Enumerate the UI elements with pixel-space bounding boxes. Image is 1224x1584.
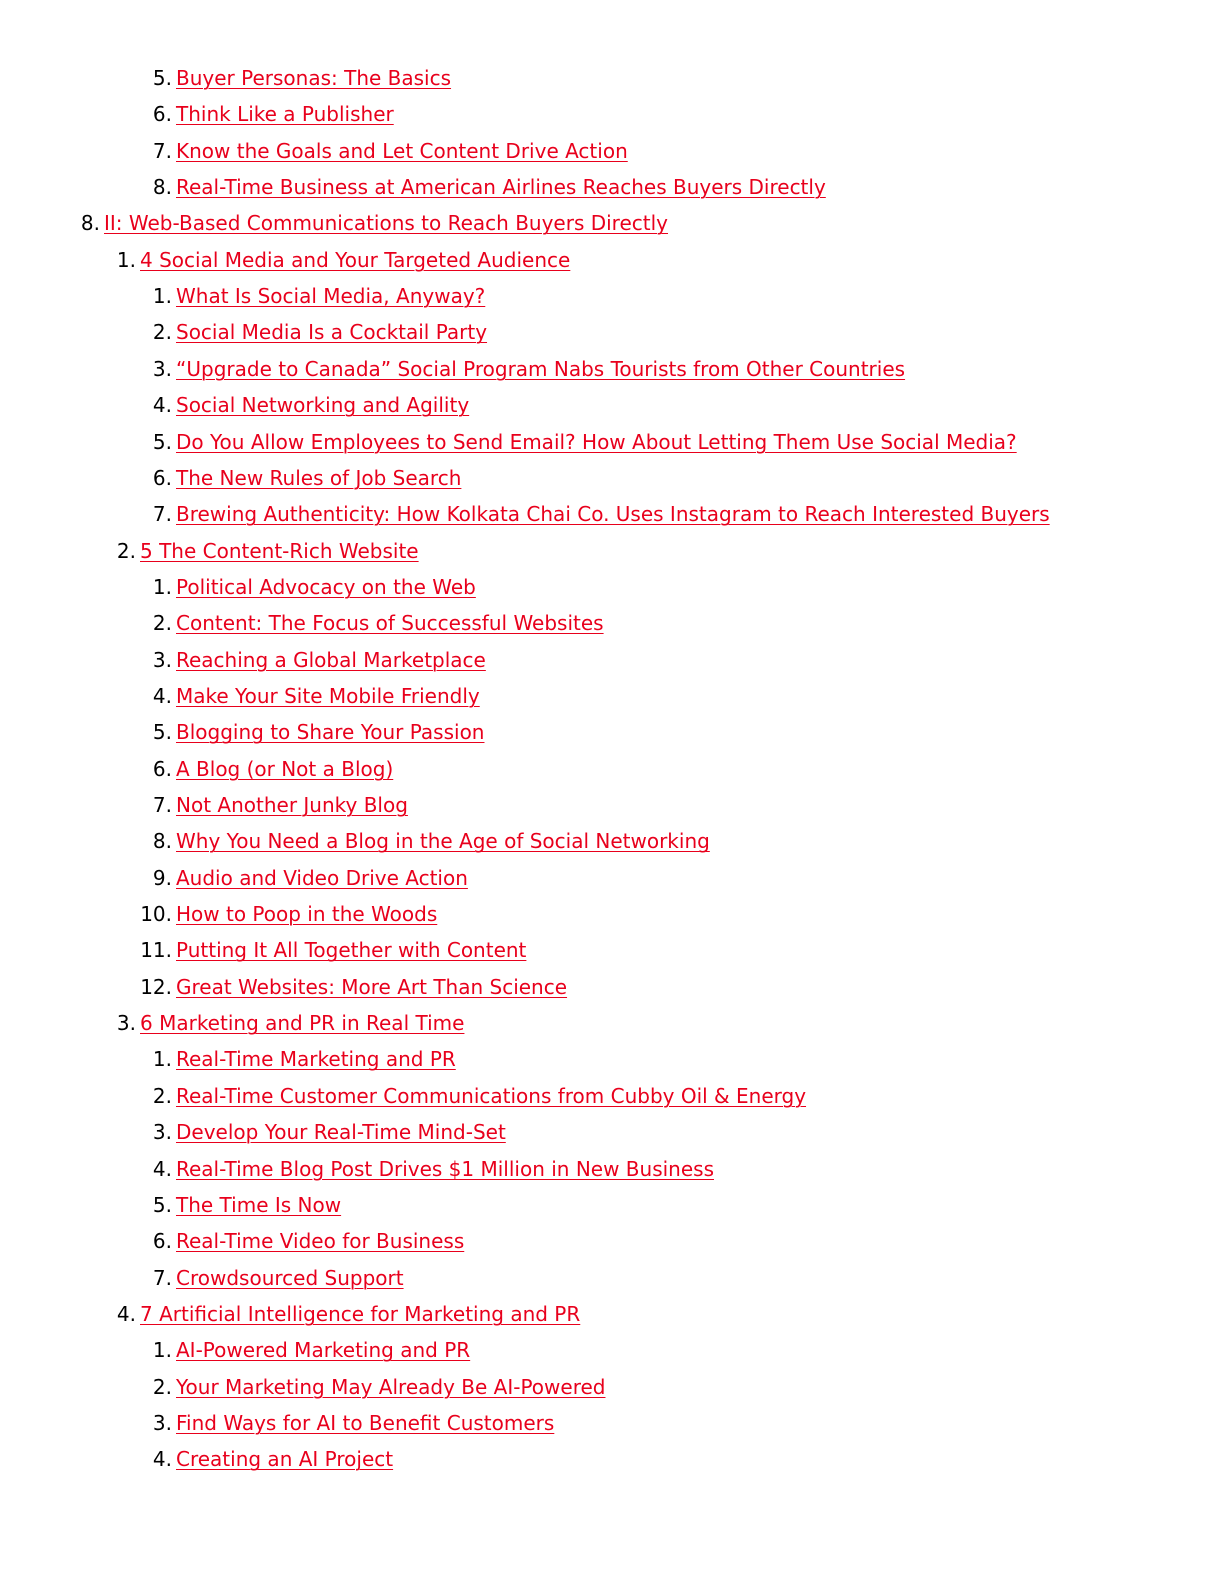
toc-entry bbox=[0, 1332, 1224, 1368]
toc-entry-link[interactable]: How to Poop in the Woods bbox=[176, 902, 438, 927]
toc-entry-number: 3. bbox=[152, 1410, 172, 1435]
toc-entry-number: 1. bbox=[152, 284, 172, 309]
toc-entry-link[interactable]: Think Like a Publisher bbox=[176, 102, 394, 127]
toc-entry bbox=[0, 1151, 1224, 1187]
toc-entry-link[interactable]: Content: The Focus of Successful Websites bbox=[176, 611, 604, 636]
toc-entry-link[interactable]: 7 Artificial Intelligence for Marketing and PR bbox=[140, 1301, 581, 1326]
toc-entry-link[interactable]: Find Ways for AI to Benefit Customers bbox=[176, 1410, 555, 1435]
toc-entry-link[interactable]: Crowdsourced Support bbox=[176, 1265, 404, 1290]
toc-entry-number: 8. bbox=[152, 175, 172, 200]
toc-entry-number: 11. bbox=[140, 938, 172, 963]
toc-entry bbox=[0, 1405, 1224, 1441]
toc-entry-number: 12. bbox=[140, 974, 172, 999]
toc-entry bbox=[0, 787, 1224, 823]
toc-entry bbox=[0, 387, 1224, 423]
toc-entry bbox=[0, 860, 1224, 896]
toc-entry bbox=[0, 496, 1224, 532]
toc-entry bbox=[0, 205, 1224, 241]
toc-entry-link[interactable]: What Is Social Media, Anyway? bbox=[176, 284, 486, 309]
toc-entry-link[interactable]: Develop Your Real-Time Mind-Set bbox=[176, 1120, 506, 1145]
toc-entry bbox=[0, 1260, 1224, 1296]
toc-entry-number: 7. bbox=[152, 138, 172, 163]
toc-entry-link[interactable]: Not Another Junky Blog bbox=[176, 793, 408, 817]
toc-entry-number: 3. bbox=[152, 356, 172, 381]
toc-entry-link[interactable]: Real-Time Blog Post Drives $1 Million in New Business bbox=[176, 1156, 714, 1181]
toc-entry-link[interactable]: “Upgrade to Canada” Social Program Nabs Tourists from Other Countries bbox=[176, 356, 906, 381]
toc-entry bbox=[0, 714, 1224, 750]
toc-entry-number: 1. bbox=[116, 247, 136, 272]
toc-entry-link[interactable]: AI-Powered Marketing and PR bbox=[176, 1338, 471, 1363]
toc-entry-link[interactable]: Know the Goals and Let Content Drive Action bbox=[176, 138, 628, 163]
toc-entry-link[interactable]: Blogging to Share Your Passion bbox=[176, 720, 485, 745]
toc-entry-link[interactable]: Real-Time Video for Business bbox=[176, 1229, 465, 1254]
toc-entry-link[interactable]: Buyer Personas: The Basics bbox=[176, 66, 452, 90]
toc-entry bbox=[0, 1005, 1224, 1041]
toc-entry-link[interactable]: Creating an AI Project bbox=[176, 1447, 394, 1472]
toc-entry-link[interactable]: Great Websites: More Art Than Science bbox=[176, 974, 568, 999]
toc-entry bbox=[0, 533, 1224, 569]
toc-entry-number: 5. bbox=[152, 1192, 172, 1217]
toc-entry-link[interactable]: Reaching a Global Marketplace bbox=[176, 647, 486, 672]
toc-entry-number: 1. bbox=[152, 1338, 172, 1363]
toc-entry-number: 10. bbox=[140, 902, 172, 927]
toc-entry bbox=[0, 642, 1224, 678]
toc-entry bbox=[0, 569, 1224, 605]
toc-entry-number: 1. bbox=[152, 574, 172, 599]
toc-entry-number: 5. bbox=[152, 429, 172, 454]
toc-entry bbox=[0, 751, 1224, 787]
toc-entry-link[interactable]: The New Rules of Job Search bbox=[176, 465, 462, 490]
toc-entry bbox=[0, 424, 1224, 460]
toc-entry bbox=[0, 460, 1224, 496]
toc-entry-number: 8. bbox=[152, 829, 172, 854]
toc-entry-link[interactable]: Brewing Authenticity: How Kolkata Chai Co. Uses Instagram to Reach Interested Buyers bbox=[176, 502, 1050, 527]
toc-entry-number: 4. bbox=[152, 683, 172, 708]
toc-entry bbox=[0, 351, 1224, 387]
toc-entry-link[interactable]: Real-Time Marketing and PR bbox=[176, 1047, 456, 1072]
toc-entry-link[interactable]: Your Marketing May Already Be AI-Powered bbox=[176, 1374, 606, 1399]
toc-entry-link[interactable]: Social Media Is a Cocktail Party bbox=[176, 320, 488, 345]
toc-entry-number: 4. bbox=[116, 1301, 136, 1326]
toc-entry-link[interactable]: Social Networking and Agility bbox=[176, 393, 470, 418]
toc-entry bbox=[0, 1369, 1224, 1405]
toc-entry bbox=[0, 823, 1224, 859]
toc-entry-link[interactable]: 6 Marketing and PR in Real Time bbox=[140, 1011, 465, 1036]
toc-entry bbox=[0, 1114, 1224, 1150]
toc-entry-number: 6. bbox=[152, 1229, 172, 1254]
toc-entry-link[interactable]: Make Your Site Mobile Friendly bbox=[176, 683, 480, 708]
toc-entry bbox=[0, 169, 1224, 205]
toc-entry-number: 9. bbox=[152, 865, 172, 890]
toc-entry-number: 6. bbox=[152, 102, 172, 127]
toc-entry-number: 1. bbox=[152, 1047, 172, 1072]
toc-entry-number: 4. bbox=[152, 393, 172, 418]
toc-entry bbox=[0, 1296, 1224, 1332]
toc-entry bbox=[0, 314, 1224, 350]
toc-entry bbox=[0, 1078, 1224, 1114]
toc-entry-number: 7. bbox=[152, 793, 172, 817]
toc-entry-number: 6. bbox=[152, 465, 172, 490]
toc-entry-number: 3. bbox=[152, 647, 172, 672]
toc-entry-number: 6. bbox=[152, 756, 172, 781]
toc-entry bbox=[0, 1223, 1224, 1259]
toc-entry-number: 5. bbox=[152, 66, 172, 90]
toc-entry-link[interactable]: A Blog (or Not a Blog) bbox=[176, 756, 394, 781]
toc-entry bbox=[0, 1041, 1224, 1077]
toc-entry-number: 7. bbox=[152, 502, 172, 527]
toc-entry-number: 2. bbox=[152, 320, 172, 345]
toc-entry-number: 7. bbox=[152, 1265, 172, 1290]
toc-entry bbox=[0, 1441, 1224, 1477]
toc-entry bbox=[0, 678, 1224, 714]
toc-entry-link[interactable]: 5 The Content-Rich Website bbox=[140, 538, 419, 563]
toc-entry-number: 4. bbox=[152, 1447, 172, 1472]
toc-entry bbox=[0, 278, 1224, 314]
toc-entry-number: 2. bbox=[152, 1083, 172, 1108]
toc-entry-link[interactable]: Real-Time Customer Communications from Cubby Oil & Energy bbox=[176, 1083, 807, 1108]
toc-entry bbox=[0, 60, 1224, 96]
toc-entry-link[interactable]: 4 Social Media and Your Targeted Audience bbox=[140, 247, 571, 272]
toc-entry bbox=[0, 605, 1224, 641]
toc-entry bbox=[0, 932, 1224, 968]
toc-entry-number: 2. bbox=[116, 538, 136, 563]
toc-entry bbox=[0, 896, 1224, 932]
toc-entry-link[interactable]: Real-Time Business at American Airlines Reaches Buyers Directly bbox=[176, 175, 826, 200]
toc-entry-link[interactable]: Do You Allow Employees to Send Email? How About Letting Them Use Social Media? bbox=[176, 429, 1017, 454]
toc-entry bbox=[0, 133, 1224, 169]
toc-entry-number: 2. bbox=[152, 611, 172, 636]
toc-entry-number: 8. bbox=[80, 211, 100, 236]
toc-entry-link[interactable]: Audio and Video Drive Action bbox=[176, 865, 468, 890]
toc-entry bbox=[0, 96, 1224, 132]
toc-entry-link[interactable]: The Time Is Now bbox=[176, 1192, 342, 1217]
toc-entry-number: 5. bbox=[152, 720, 172, 745]
toc-entry-link[interactable]: Political Advocacy on the Web bbox=[176, 574, 476, 599]
toc-entry-link[interactable]: II: Web-Based Communications to Reach Buyers Directly bbox=[104, 211, 669, 236]
toc-entry-number: 3. bbox=[152, 1120, 172, 1145]
toc-entry-number: 4. bbox=[152, 1156, 172, 1181]
toc-entry-link[interactable]: Putting It All Together with Content bbox=[176, 938, 527, 963]
toc-entry bbox=[0, 242, 1224, 278]
toc-entry bbox=[0, 1187, 1224, 1223]
toc-entry-number: 3. bbox=[116, 1011, 136, 1036]
toc-entry bbox=[0, 969, 1224, 1005]
toc-entry-number: 2. bbox=[152, 1374, 172, 1399]
toc-entry-link[interactable]: Why You Need a Blog in the Age of Social Networking bbox=[176, 829, 710, 854]
